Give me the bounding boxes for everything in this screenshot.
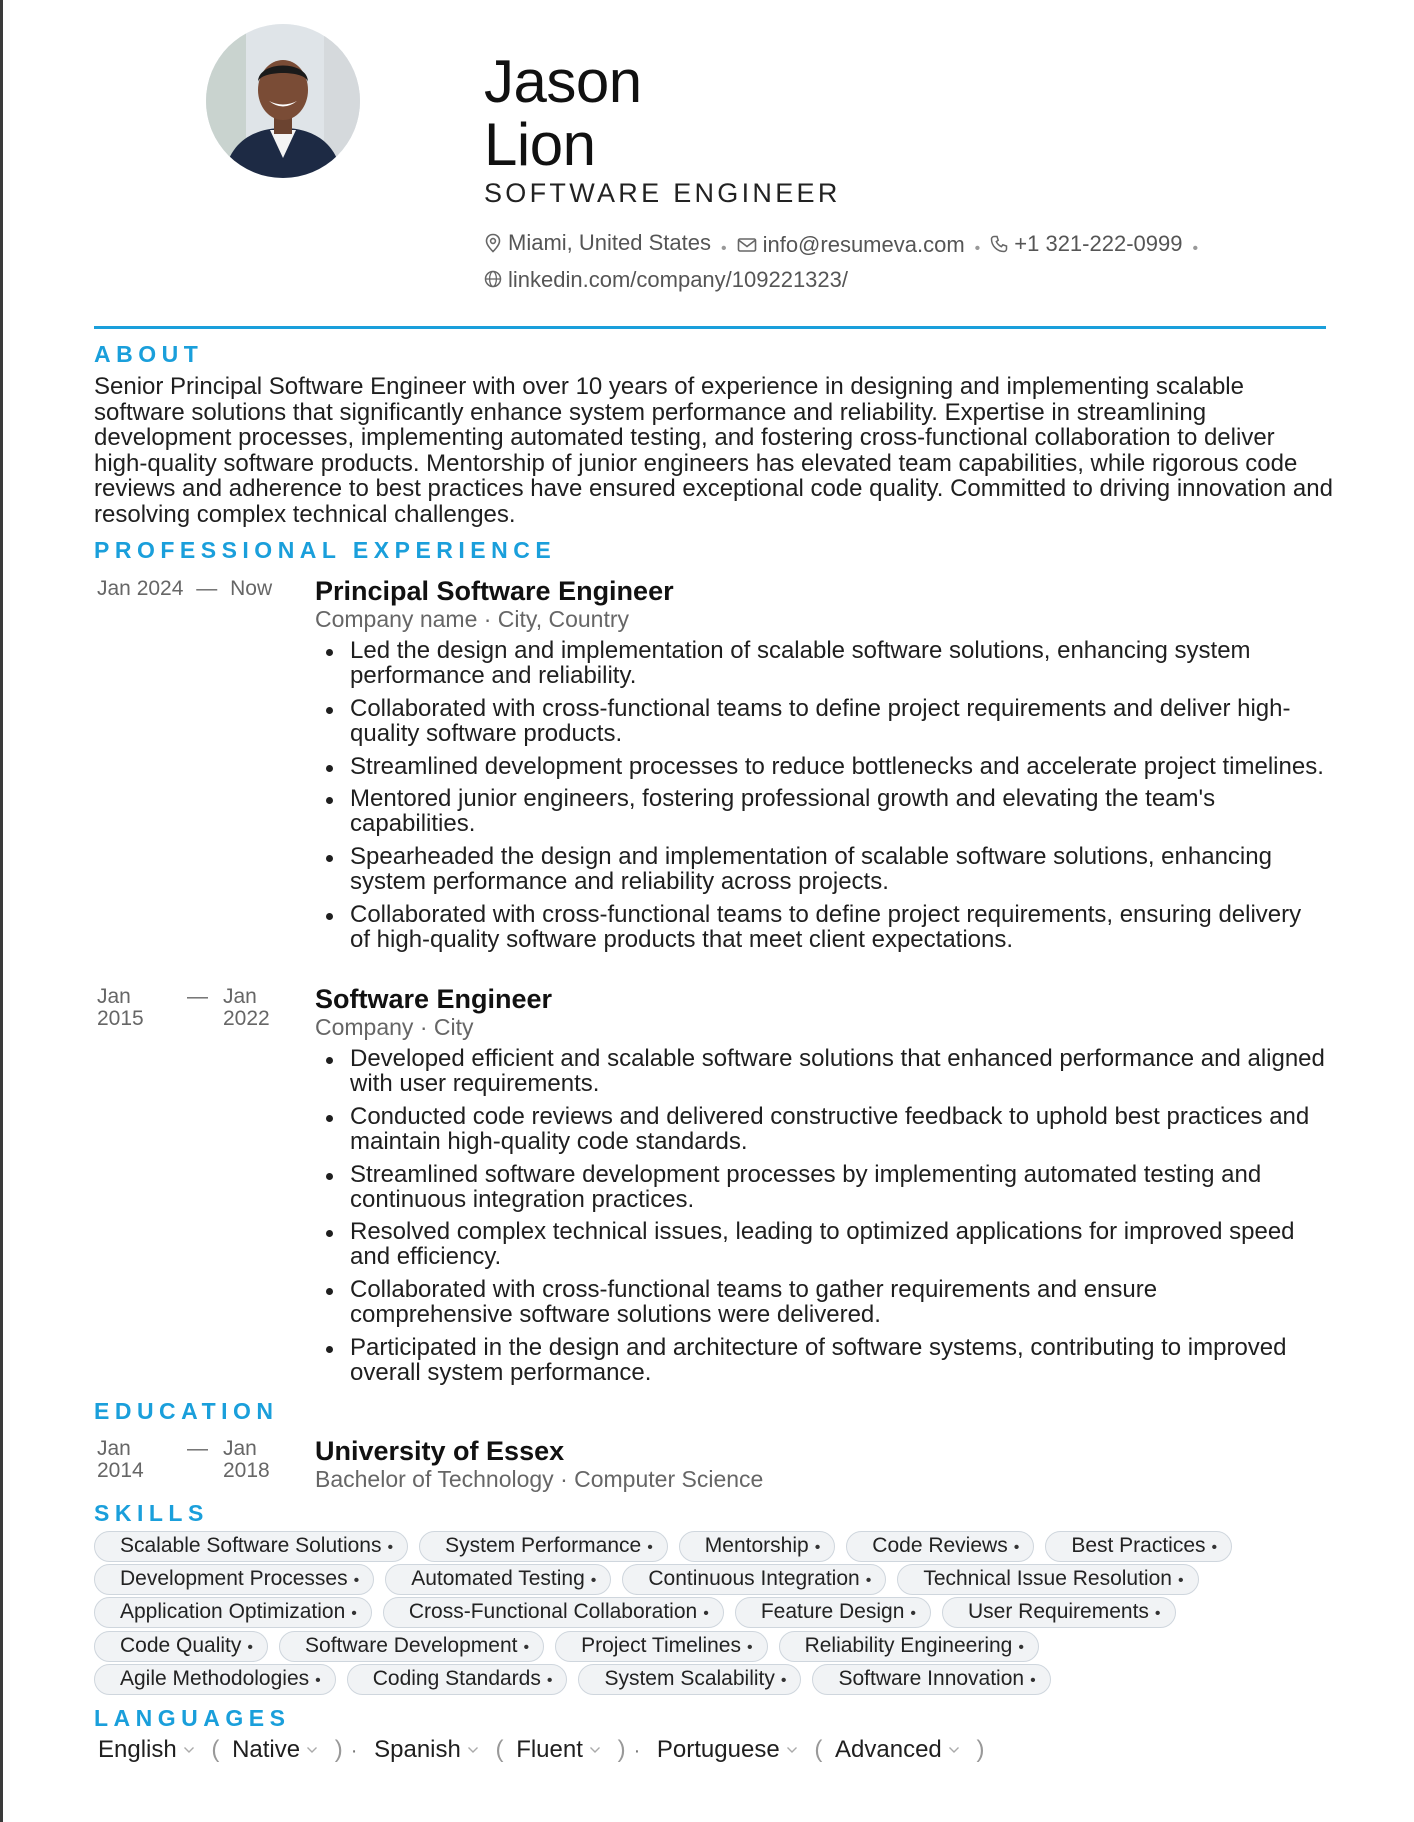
date-end: Now [230, 577, 273, 600]
profile-photo [206, 24, 360, 178]
chevron-down-icon [306, 1746, 318, 1754]
skill-chip: Best Practices • [1045, 1531, 1232, 1562]
skill-label: Agile Methodologies [120, 1666, 310, 1690]
skill-row [94, 1631, 1334, 1664]
skill-chip: Mentorship • [679, 1531, 836, 1562]
separator-dot: • [720, 239, 727, 257]
skill-label: Code Quality [120, 1633, 242, 1657]
phone-contact[interactable] [990, 228, 1182, 259]
skill-chip: User Requirements • [942, 1597, 1176, 1628]
skill-chip: Software Development • [279, 1631, 544, 1662]
language-select[interactable] [98, 1736, 199, 1764]
language-name: English [98, 1736, 177, 1763]
experience-heading: PROFESSIONAL EXPERIENCE [94, 537, 557, 563]
separator-dot: • [1192, 239, 1199, 257]
skill-label: Development Processes [120, 1567, 348, 1591]
skill-chip: Feature Design • [735, 1597, 931, 1628]
list-item: Collaborated with cross-functional teams to define project requirements and deliver high-quality software products. [315, 696, 1325, 746]
paren-close: ) [617, 1736, 626, 1763]
header [484, 50, 1304, 296]
proficiency-select[interactable] [232, 1736, 322, 1764]
skill-chip: Agile Methodologies • [94, 1664, 336, 1695]
skill-label: Best Practices [1071, 1534, 1206, 1557]
languages-heading: LANGUAGES [94, 1705, 291, 1731]
paren-open: ( [495, 1736, 504, 1763]
skill-row [94, 1531, 1334, 1564]
skill-chip: Automated Testing • [385, 1564, 611, 1595]
globe-icon [484, 270, 502, 288]
skill-chip: System Performance • [419, 1531, 668, 1562]
location-contact [484, 227, 711, 258]
skill-row [94, 1597, 1334, 1630]
skill-label: Scalable Software Solutions [120, 1534, 382, 1557]
skill-label: Mentorship [704, 1534, 809, 1557]
skill-chip: Scalable Software Solutions • [94, 1531, 408, 1562]
chevron-down-icon [467, 1746, 479, 1754]
skill-label: Technical Issue Resolution [923, 1567, 1172, 1591]
language-select[interactable] [657, 1736, 802, 1764]
list-item: Spearheaded the design and implementation of scalable software solutions, enhancing system performance and reliability across projects. [315, 844, 1325, 894]
skill-label: Project Timelines [581, 1633, 741, 1657]
proficiency-select[interactable] [516, 1736, 605, 1764]
skill-label: Automated Testing [411, 1567, 585, 1591]
last-name: Lion [484, 111, 596, 178]
map-pin-icon [484, 233, 502, 253]
skill-row [94, 1564, 1334, 1597]
language-select[interactable] [374, 1736, 483, 1764]
languages-list [98, 1736, 990, 1764]
date-start: Jan 2024 [97, 577, 184, 600]
separator-dot: · [633, 1740, 641, 1762]
language-name: Portuguese [656, 1736, 780, 1763]
experience-entry [94, 576, 1334, 976]
skill-chip: Code Quality • [94, 1631, 268, 1662]
skill-label: Software Innovation [838, 1666, 1025, 1690]
skill-label: Coding Standards [372, 1666, 541, 1690]
list-item: Led the design and implementation of scalable software solutions, enhancing system performance and reliability. [315, 638, 1325, 688]
proficiency-level: Advanced [835, 1736, 942, 1763]
chevron-down-icon [589, 1746, 601, 1754]
linkedin-link[interactable]: linkedin.com/company/109221323/ [508, 266, 849, 292]
language-name: Spanish [374, 1736, 461, 1763]
linkedin-contact[interactable] [484, 264, 848, 295]
list-item: Resolved complex technical issues, leading to optimized applications for improved speed and efficiency. [315, 1219, 1325, 1269]
chevron-down-icon [183, 1746, 195, 1754]
skill-chip: Software Innovation • [812, 1664, 1050, 1695]
phone-link[interactable]: +1 321-222-0999 [1014, 231, 1183, 256]
role-title: Software Engineer [315, 984, 553, 1014]
paren-open: ( [211, 1736, 220, 1763]
skill-label: Feature Design [760, 1600, 905, 1624]
header-divider [94, 326, 1326, 329]
experience-entry [94, 984, 1334, 1384]
degree: Bachelor of Technology · Computer Science [315, 1466, 764, 1492]
location-text: Miami, United States [508, 230, 711, 255]
skill-chip: Code Reviews • [846, 1531, 1034, 1562]
paren-close: ) [976, 1736, 985, 1763]
skill-label: Application Optimization [120, 1600, 346, 1624]
skill-chip: System Scalability • [578, 1664, 801, 1695]
list-item: Streamlined development processes to reduce bottlenecks and accelerate project timelines. [315, 754, 1325, 779]
date-start: Jan 2014 [97, 1437, 144, 1482]
about-text: Senior Principal Software Engineer with over 10 years of experience in designing and implementing scalable software solutions that significantly enhance system performance and reliability. Expertise in streamlining development processes, implementing automated testing, and fostering cross-functional collaboration to deliver high-quality software products. Mentorship of junior engineers has elevated team capabilities, while rigorous code reviews and adherence to best practices have ensured exceptional code quality. Committed to driving innovation and resolving complex technical challenges. [94, 373, 1333, 528]
skill-label: Software Development [305, 1633, 518, 1657]
date-end: Jan 2018 [223, 1437, 270, 1482]
list-item: Developed efficient and scalable software solutions that enhanced performance and aligned with user requirements. [315, 1046, 1325, 1096]
skill-chip: Project Timelines • [555, 1631, 768, 1662]
phone-icon [990, 235, 1008, 253]
contact-info [484, 227, 1304, 296]
skill-chip: Technical Issue Resolution • [897, 1564, 1198, 1595]
skill-chip: Reliability Engineering • [779, 1631, 1039, 1662]
skills-heading: SKILLS [94, 1500, 209, 1526]
skill-label: User Requirements [968, 1600, 1149, 1624]
first-name: Jason [484, 48, 642, 115]
company-location: Company · City [315, 1014, 474, 1040]
paren-close: ) [334, 1736, 343, 1763]
skill-label: System Performance [445, 1534, 642, 1557]
date-end: Jan 2022 [223, 985, 270, 1030]
chevron-down-icon [786, 1746, 798, 1754]
date-start: Jan 2015 [97, 985, 144, 1030]
skill-label: Reliability Engineering [804, 1633, 1013, 1657]
education-entry [94, 1436, 1334, 1500]
date-dash: — [187, 1437, 208, 1460]
company-location: Company name · City, Country [315, 606, 630, 632]
skill-chip: Application Optimization • [94, 1597, 372, 1628]
about-heading: ABOUT [94, 341, 204, 367]
person-photo-icon [206, 24, 360, 178]
list-item: Mentored junior engineers, fostering professional growth and elevating the team's capabilities. [315, 786, 1325, 836]
skill-chip: Continuous Integration • [622, 1564, 886, 1595]
list-item: Participated in the design and architecture of software systems, contributing to improved overall system performance. [315, 1335, 1325, 1385]
skill-chip: Cross-Functional Collaboration • [383, 1597, 724, 1628]
role-title: Principal Software Engineer [315, 576, 674, 606]
paren-open: ( [814, 1736, 823, 1763]
proficiency-level: Fluent [516, 1736, 583, 1763]
responsibility-list [315, 1046, 1325, 1393]
mail-icon [737, 237, 757, 253]
list-item: Collaborated with cross-functional teams to define project requirements, ensuring delivery of high-quality software products that meet client expectations. [315, 902, 1325, 952]
chevron-down-icon [948, 1746, 960, 1754]
skills-list [94, 1531, 1334, 1697]
responsibility-list [315, 638, 1325, 960]
email-contact[interactable] [737, 229, 965, 260]
date-dash: — [196, 577, 218, 600]
proficiency-level: Native [232, 1736, 301, 1763]
education-heading: EDUCATION [94, 1398, 279, 1424]
date-dash: — [187, 985, 208, 1008]
separator-dot: · [350, 1740, 358, 1762]
list-item: Streamlined software development processes by implementing automated testing and continuous integration practices. [315, 1162, 1325, 1212]
experience-dates [97, 578, 272, 600]
email-link[interactable]: info@resumeva.com [762, 232, 965, 257]
skill-row [94, 1664, 1334, 1697]
skill-chip: Development Processes • [94, 1564, 374, 1595]
skill-label: System Scalability [604, 1666, 775, 1690]
skill-chip: Coding Standards • [347, 1664, 568, 1695]
separator-dot: • [974, 239, 981, 257]
skill-label: Code Reviews [872, 1534, 1008, 1557]
skill-label: Cross-Functional Collaboration [408, 1600, 698, 1624]
list-item: Conducted code reviews and delivered constructive feedback to uphold best practices and maintain high-quality code standards. [315, 1104, 1325, 1154]
skill-label: Continuous Integration [648, 1567, 860, 1591]
proficiency-select[interactable] [835, 1736, 964, 1764]
list-item: Collaborated with cross-functional teams to gather requirements and ensure comprehensive software solutions were delivered. [315, 1277, 1325, 1327]
job-title: SOFTWARE ENGINEER [484, 178, 841, 208]
school-name: University of Essex [315, 1436, 565, 1466]
